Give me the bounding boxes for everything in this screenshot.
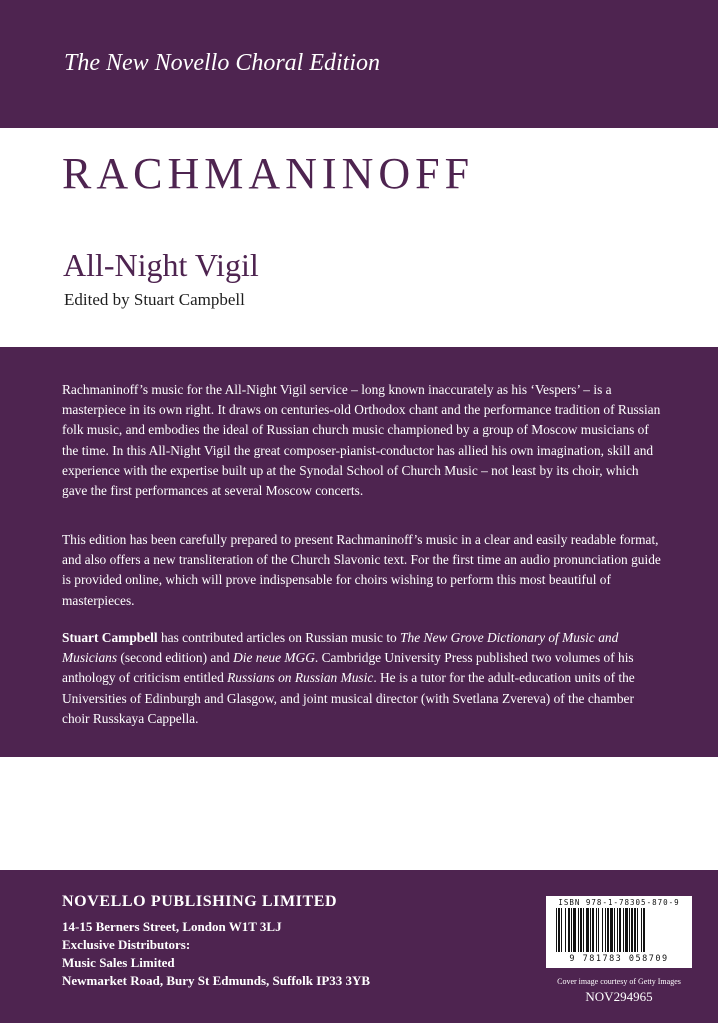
barcode-bar: [605, 908, 606, 952]
catalog-number: NOV294965: [585, 989, 653, 1004]
book-title: Russians on Russian Music: [227, 670, 374, 686]
publisher-address: 14-15 Berners Street, London W1T 3LJ: [62, 919, 282, 934]
bio-text: (second edition) and: [117, 650, 234, 666]
author-name: Stuart Campbell: [62, 630, 158, 645]
barcode-bar: [571, 908, 572, 952]
bio-text: . Cambridge University Press published two volumes of his anthology of criticism entitled: [62, 650, 634, 686]
barcode-bar: [602, 908, 603, 952]
distributor-address: Newmarket Road, Bury St Edmunds, Suffolk IP33 3YB: [62, 973, 371, 988]
editor-credit: Edited by Stuart Campbell: [64, 290, 245, 309]
barcode-bar: [590, 908, 591, 952]
barcode-bar: [634, 908, 636, 952]
barcode-bar: [623, 908, 624, 952]
description-paragraph-2: This edition has been carefully prepared to present Rachmaninoff’s music in a clear and easily readable format, and also offers a new transliteration of the Church Slavonic text. For the first time an audio pronunciation guide is provided online, which will prove indispensable for choirs wishing to perform this most beautiful of masterpieces.: [62, 532, 661, 608]
barcode-bar: [614, 908, 615, 952]
isbn-text: ISBN 978-1-78305-870-9: [558, 898, 680, 907]
cover-image-credit: Cover image courtesy of Getty Images: [557, 977, 681, 986]
barcode-bar: [561, 908, 562, 952]
barcode-bar: [573, 908, 576, 952]
barcode-bar: [637, 908, 638, 952]
bio-text: . He is a tutor for the adult-education units of the Universities of Edinburgh and Glasgow, and joint musical director (with Svetlana Zvereva) of the chamber choir Russkaya Cappella.: [62, 670, 635, 726]
barcode-bar: [643, 908, 645, 952]
barcode-bar: [586, 908, 589, 952]
barcode-bar: [592, 908, 594, 952]
work-title: All-Night Vigil: [63, 247, 259, 283]
book-title: The New Grove Dictionary of Music and Musicians: [62, 630, 619, 666]
barcode-bar: [610, 908, 613, 952]
author-bio-paragraph: [62, 628, 662, 729]
barcode-bar: [619, 908, 621, 952]
barcode-bar: [556, 908, 557, 952]
barcode-bar: [568, 908, 570, 952]
distributors-label: Exclusive Distributors:: [62, 937, 191, 952]
barcode: [546, 896, 692, 968]
barcode-bar: [580, 908, 582, 952]
barcode-bar: [565, 908, 566, 952]
barcode-digits: 9 781783 058709: [569, 954, 669, 964]
edition-title: The New Novello Choral Edition: [64, 50, 380, 76]
book-title: Die neue MGG: [233, 650, 315, 666]
barcode-bar: [629, 908, 630, 952]
barcode-bar: [631, 908, 633, 952]
barcode-bar: [598, 908, 599, 952]
barcode-bar: [578, 908, 579, 952]
barcode-bar: [625, 908, 628, 952]
barcode-bar: [617, 908, 618, 952]
barcode-bar: [641, 908, 642, 952]
composer-name: RACHMANINOFF: [62, 149, 475, 198]
barcode-bars: [554, 908, 684, 952]
barcode-bar: [558, 908, 560, 952]
description-paragraph-1: Rachmaninoff’s music for the All-Night Vigil service – long known inaccurately as his ‘Vespers’ – is a masterpiece in its own right. It draws on centuries-old Orthodox chant and the performance tradition of Russian folk music, and embodies the ideal of Russian church music championed by a group of Moscow musicians of the time. In this All-Night Vigil the great composer-pianist-conductor has allied his own imagination, skill and experience with the expertise built up at the Synodal School of Church Music – not least by its choir, which gave the first performances at several Moscow concerts.: [62, 382, 661, 499]
barcode-bar: [596, 908, 597, 952]
publisher-name: NOVELLO PUBLISHING LIMITED: [62, 893, 338, 910]
barcode-bar: [583, 908, 584, 952]
bio-text: has contributed articles on Russian music to: [157, 630, 401, 645]
barcode-bar: [607, 908, 609, 952]
distributor-name: Music Sales Limited: [62, 955, 175, 970]
